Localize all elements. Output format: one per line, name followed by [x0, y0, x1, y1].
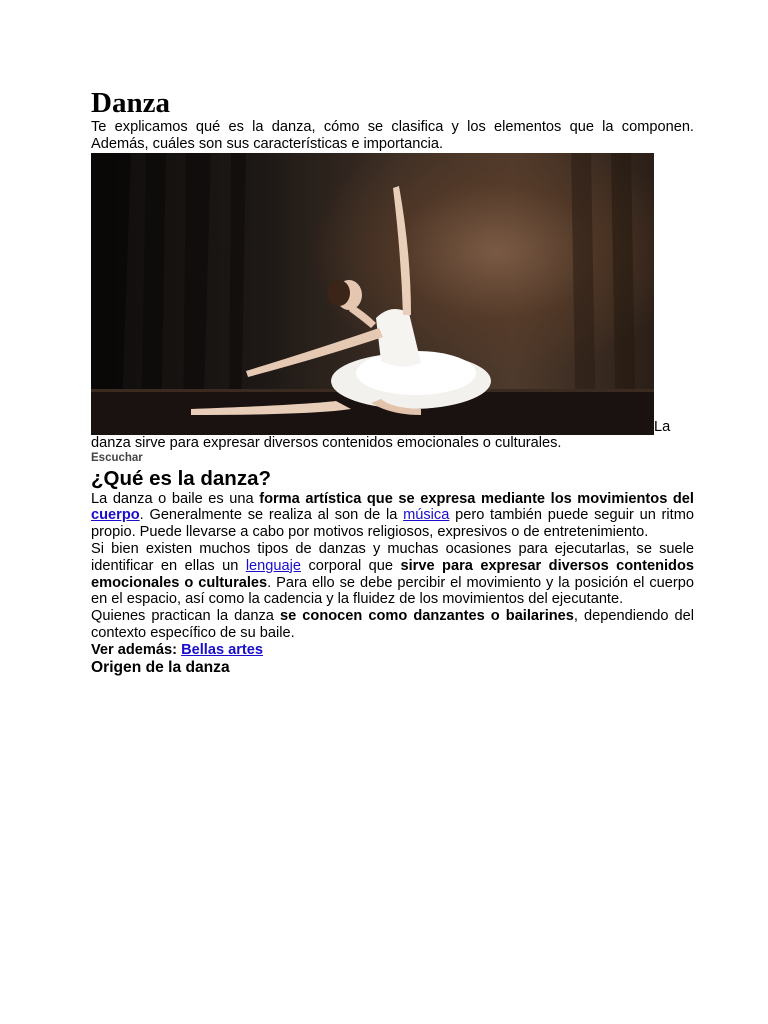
bold-text: se conocen como danzantes o bailarines — [279, 608, 574, 625]
ballerina-photo — [91, 153, 654, 435]
listen-button[interactable]: Escuchar — [91, 451, 143, 464]
section-heading-origen: Origen de la danza — [91, 658, 230, 676]
image-caption: danza sirve para expresar diversos contenidos emocionales o culturales. — [91, 434, 562, 451]
see-also — [91, 642, 694, 659]
paragraph-3 — [91, 608, 694, 642]
link-cuerpo[interactable] — [91, 507, 140, 523]
text: La danza o baile es una — [91, 490, 260, 507]
article — [91, 86, 694, 677]
ballerina-illustration — [91, 153, 654, 435]
see-also-label: Ver además: — [91, 641, 177, 658]
page-title: Danza — [91, 87, 170, 119]
section-heading-que-es: ¿Qué es la danza? — [91, 466, 271, 490]
text: , dependiendo del contexto específico de su baile. — [91, 608, 694, 641]
text: . Generalmente se realiza al son de la — [139, 507, 404, 524]
link-lenguaje[interactable]: lenguaje — [245, 557, 301, 574]
text: Si bien existen muchos tipos de danzas y muchas ocasiones para ejecutarlas, se suele identificar en ellas un — [91, 540, 694, 574]
paragraph-2 — [91, 541, 694, 608]
paragraph-1 — [91, 491, 694, 541]
bold-text: sirve para expresar diversos contenidos emocionales o culturales — [91, 557, 694, 591]
caption-start: La — [654, 418, 671, 435]
link-bellas-artes[interactable]: Bellas artes — [181, 641, 264, 658]
text: pero también puede seguir un ritmo propio. Puede llevarse a cabo por motivos religiosos, expresivos o de entretenimiento. — [91, 507, 694, 541]
text: Quienes practican la danza — [91, 608, 280, 625]
article-intro: Te explicamos qué es la danza, cómo se clasifica y los elementos que la componen. Además, cuáles son sus características e importancia. — [91, 119, 694, 152]
text: corporal que — [301, 557, 401, 574]
bold-text: forma artística que se expresa mediante los movimientos del — [259, 490, 694, 507]
link-musica[interactable]: música — [403, 507, 450, 524]
figure — [91, 153, 694, 435]
text: . Para ello se debe percibir el movimiento y la posición el cuerpo en el espacio, así como la cadencia y la fluidez de los movimientos del ejecutante. — [91, 574, 694, 608]
link-text: cuerpo — [91, 507, 140, 524]
